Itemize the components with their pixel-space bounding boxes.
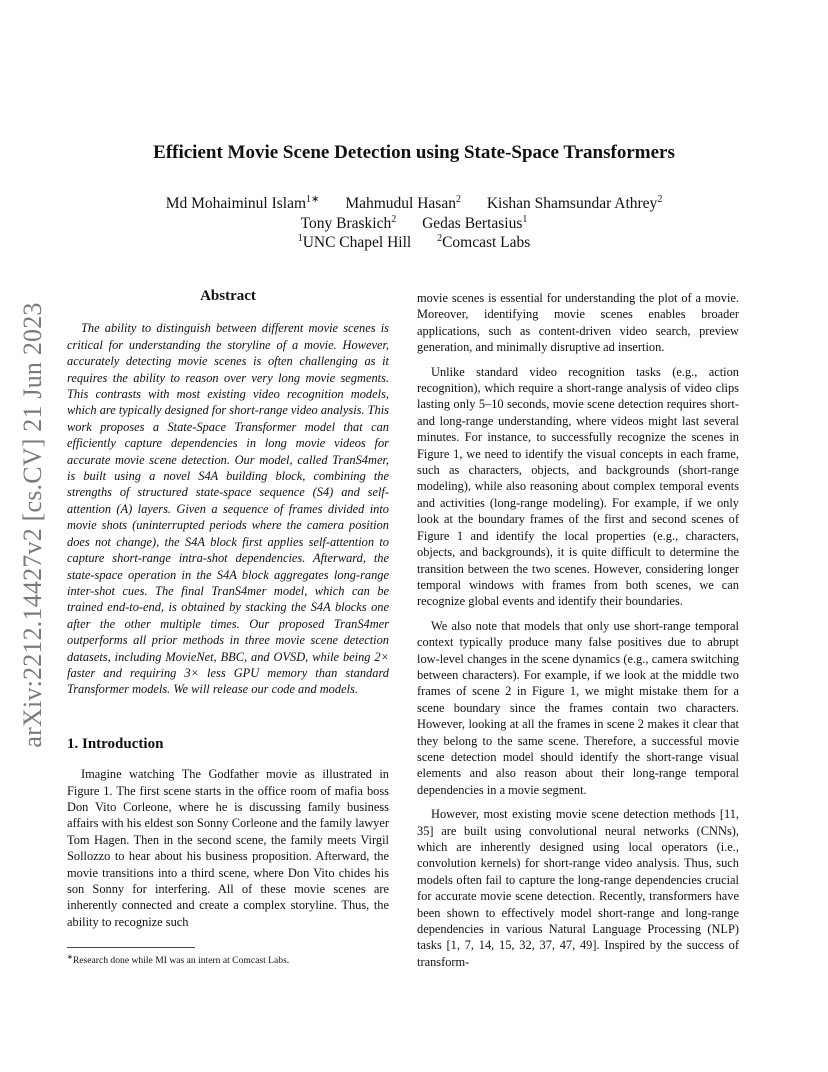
body-paragraph: However, most existing movie scene detection methods [11, 35] are built using convolutional neural networks (CNNs), which are inherently designed using local operators (i.e., convolution kernels) for short-range video analysis. Thus, such models often fail to capture the long-range dependencies crucial for accurate movie scene detection. Recently, transformers have been shown to effectively model short-range and long-range dependencies in various Natural Language Processing (NLP) tasks [1, 7, 14, 15, 32, 37, 47, 49]. Inspired by the success of transform- — [417, 807, 739, 969]
author-line-1 — [0, 194, 828, 213]
abstract-text: The ability to distinguish between different movie scenes is critical for understanding the storyline of a movie. However, accurately detecting movie scenes is often challenging as it requires the ability to reason over very long movie segments. This contrasts with most existing video recognition models, which are typically designed for short-range video analysis. This work proposes a State-Space Transformer model that can efficiently capture dependencies in long movie videos for accurate movie scene detection. Our model, called TranS4mer, is built using a novel S4A building block, combining the strengths of structured state-space sequence (S4) and self-attention (A) layers. Given a sequence of frames divided into movie shots (uninterrupted periods where the camera position does not change), the S4A block first applies self-attention to capture short-range intra-shot dependencies. Afterward, the state-space operation in the S4A block aggregates long-range inter-shot cues. The final TranS4mer model, which can be trained end-to-end, is obtained by stacking the S4A blocks one after the other multiple times. Our proposed TranS4mer outperforms all prior methods in three movie scene detection datasets, including MovieNet, BBC, and OVSD, while being 2× faster and requiring 3× less GPU memory than standard Transformer models. We will release our code and models. — [67, 321, 390, 697]
author-line-2 — [0, 214, 828, 233]
footnote-divider — [67, 947, 195, 948]
author: Md Mohaiminul Islam$^{1∗}$ — [165, 194, 320, 213]
body-paragraph: Unlike standard video recognition tasks (e.g., action recognition), which require a short-range analysis of video clips lasting only 5–10 seconds, movie scene detection requires short- and long-range understanding, where videos might last several minutes. For instance, to successfully recognize the scenes in Figure 1, we need to identify the visual concepts in each frame, such as characters, objects, and backgrounds (short-range modeling), while also reasoning about complex temporal events and activities (long-range modeling). For example, if we only look at the boundary frames of the first and second scenes of Figure 1 and identify the local properties (e.g., characters, objects, and backgrounds), it is quite difficult to determine the transition between the two scenes. However, considering longer temporal windows with frames from both scenes, we can recognize global events and identify their boundaries. — [417, 364, 739, 609]
intro-paragraph: Imagine watching The Godfather movie as illustrated in Figure 1. The first scene starts in the office room of mafia boss Don Vito Corleone, where he is discussing family business affairs with his eldest son Sonny Corleone and the family lawyer Tom Hagen. Then in the second scene, the family meets Virgil Sollozzo to hear about his business proposition. Afterward, the movie transitions into a third scene, where Don Vito chides his son Sonny for interfering. All of these movie scenes are inherently connected and create a complex storyline. Thus, the ability to recognize such — [67, 767, 389, 929]
right-column — [417, 290, 739, 978]
author: Gedas Bertasius$^1$ — [422, 214, 528, 233]
author: Mahmudul Hasan$^2$ — [345, 194, 461, 213]
arxiv-identifier: arXiv:2212.14427v2 [cs.CV] 21 Jun 2023 — [18, 302, 47, 748]
author: Tony Braskich$^2$ — [300, 214, 397, 233]
affiliations — [0, 233, 828, 252]
left-column — [67, 288, 389, 938]
affiliation: $^1$UNC Chapel Hill — [297, 233, 412, 252]
abstract-heading: Abstract — [200, 288, 256, 304]
footnote: ∗Research done while MI was an intern at Comcast Labs. — [67, 953, 290, 967]
body-paragraph: We also note that models that only use short-range temporal context typically produce many false positives due to abrupt low-level changes in the scene dynamics (e.g., camera switching between characters). For example, if we look at the middle two frames of scene 2 in Figure 1, we might mistake them for a scene boundary since the frames contain two characters. However, looking at all the frames in scene 2 makes it clear that they belong to the same scene. Therefore, a successful movie scene detection model should identify the short-range visual elements and also reason about their long-range temporal dependencies in a movie segment. — [417, 618, 739, 797]
affiliation: $^2$Comcast Labs — [437, 233, 531, 252]
body-paragraph: movie scenes is essential for understanding the plot of a movie. Moreover, identifying movie scenes enables broader applications, such as content-driven video search, preview generation, and minimally disruptive ad insertion. — [417, 291, 739, 355]
paper-title: Efficient Movie Scene Detection using State-Space Transformers — [153, 142, 675, 163]
introduction-heading: 1. Introduction — [67, 735, 164, 752]
author: Kishan Shamsundar Athrey$^2$ — [486, 194, 663, 213]
